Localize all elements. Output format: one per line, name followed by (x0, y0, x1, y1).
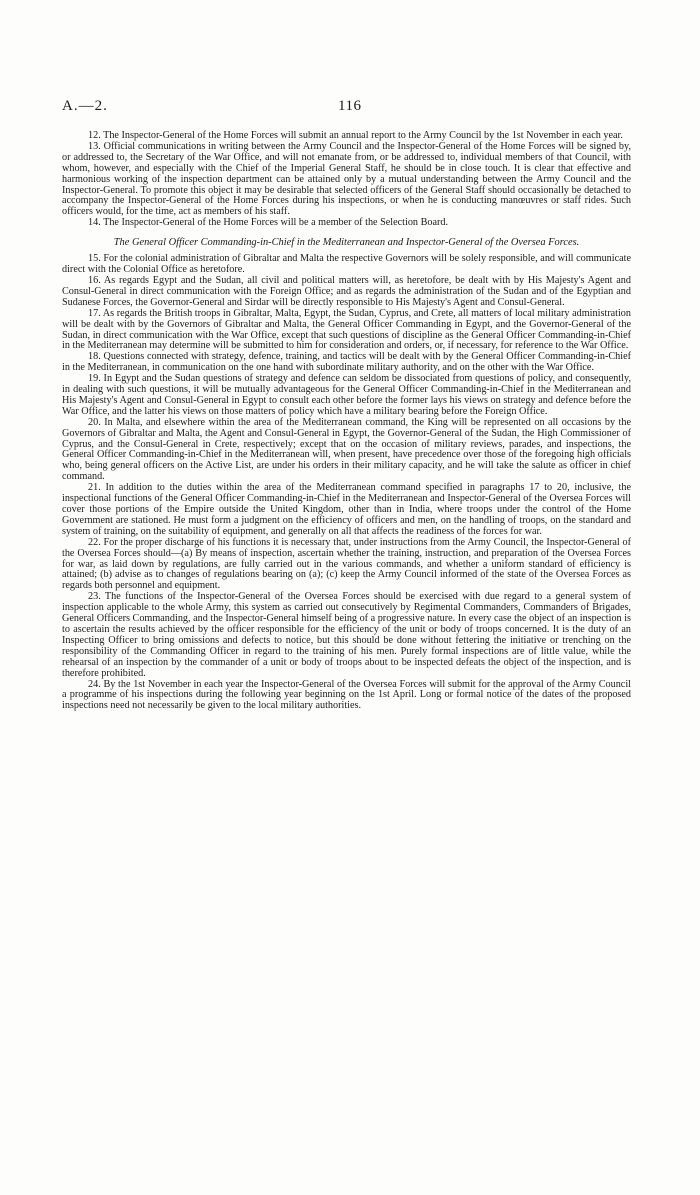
paragraph-14: 14. The Inspector-General of the Home Forces will be a member of the Selection Board. (88, 217, 449, 229)
paragraph-16: 16. As regards Egypt and the Sudan, all civil and political matters will, as heretofore, be dealt with by His Majesty's Agent and Consul-General in direct communication with the Foreign Office; and as regards the administration of the Sudan and of the Egyptian and Sudanese Forces, the Governor-General and Sirdar will be directly responsible to His Majesty's Agent and Consul-General. (62, 274, 631, 308)
paragraph-21: 21. In addition to the duties within the area of the Mediterranean command specified in paragraphs 17 to 20, inclusive, the inspectional functions of the General Officer Commanding-in-Chief in the Mediterranean and Inspector-General of the Oversea Forces will cover those portions of the Empire outside the United Kingdom, other than in India, where troops under the control of the Home Government are stationed. He must form a judgment on the efficiency of officers and men, on the handling of troops, on the standard and system of training, on the suitability of equipment, and generally on all that affects the readiness of the forces for war. (62, 482, 631, 537)
paragraph-22: 22. For the proper discharge of his functions it is necessary that, under instructions from the Army Council, the Inspector-General of the Oversea Forces should—(a) By means of inspection, ascertain whether the training, instruction, and preparation of the Oversea Forces for war, as laid down by regulations, are fully carried out in the various commands, and whether a uniform standard of efficiency is attained; (b) advise as to changes of regulations bearing on (a); (c) keep the Army Council informed of the state of the Oversea Forces as regards both personnel and equipment. (62, 536, 631, 592)
paragraph-20: 20. In Malta, and elsewhere within the area of the Mediterranean command, the King will be represented on all occasions by the Governors of Gibraltar and Malta, the Agent and Consul-General in Egypt, the Governor-General of the Sudan, the High Commissioner of Cyprus, and the Consul-General in Crete, respectively; except that on the occasion of military reviews, parades, and inspections, the General Officer Commanding-in-Chief in the Mediterranean will, when present, have precedence over those of the foregoing high officials who, being general officers on the Active List, are under his orders in their military capacity, and he will take the salute as officer in chief command. (62, 416, 631, 483)
page-code: A.—2. (62, 98, 108, 114)
paragraph-23: 23. The functions of the Inspector-General of the Oversea Forces should be exercised with due regard to a general system of inspection applicable to the whole Army, this system as carried out consecutively by Regimental Commanders, Commanders of Brigades, General Officers Commanding, and the Inspector-General himself being of a progressive nature. In every case the object of an inspection is to ascertain the results achieved by the officer responsible for the efficiency of the unit or body of troops concerned. It is the duty of an Inspecting Officer to bring omissions and defects to notice, but this should be done without fettering the initiative or trenching on the responsibility of the Commanding Officer in regard to the training of his men. Purely formal inspections are of little value, while the rehearsal of an inspection by the commander of a unit or body of troops about to be inspected defeats the object of the inspection, and is therefore prohibited. (62, 591, 631, 679)
page-number: 116 (338, 98, 362, 114)
paragraph-18: 18. Questions connected with strategy, defence, training, and tactics will be dealt with by the General Officer Commanding-in-Chief in the Mediterranean, in communication on the one hand with subordinate military authority, and on the other with the War Office. (62, 351, 631, 374)
section-heading: The General Officer Commanding-in-Chief in the Mediterranean and Inspector-General of the Oversea Forces. (113, 237, 580, 249)
paragraph-17: 17. As regards the British troops in Gibraltar, Malta, Egypt, the Sudan, Cyprus, and Crete, all matters of local military administration will be dealt with by the Governors of Gibraltar and Malta, the General Officer Commanding in Egypt, and the Governor-General of the Sudan, in direct communication with the War Office, except that such questions of discipline as the General Officer Commanding-in-Chief in the Mediterranean may determine will be submitted to him for consideration and orders, or, if necessary, for reference to the War Office. (62, 307, 631, 352)
paragraph-15: 15. For the colonial administration of Gibraltar and Malta the respective Governors will be solely responsible, and will communicate direct with the Colonial Office as heretofore. (62, 253, 631, 276)
page-header (62, 98, 637, 122)
paragraph-24: 24. By the 1st November in each year the Inspector-General of the Oversea Forces will submit for the approval of the Army Council a programme of his inspections during the following year beginning on the 1st April. Long or formal notice of the dates of the proposed inspections need not necessarily be given to the local military authorities. (62, 678, 631, 712)
paragraph-13: 13. Official communications in writing between the Army Council and the Inspector-General of the Home Forces will be signed by, or addressed to, the Secretary of the War Office, and will not emanate from, or be addressed to, individual members of that Council, with whom, however, and especially with the Chief of the Imperial General Staff, he should be in close touch. It is clear that effective and harmonious working of the inspection department can be attained only by a mutual understanding between the Army Council and the Inspector-General. To promote this object it may be desirable that selected officers of the General Staff should occasionally be detached to accompany the Inspector-General of the Home Forces during his inspections, or when he is conducting manœuvres or staff rides. Such officers would, for the time, act as members of his staff. (62, 140, 631, 218)
paragraph-12: 12. The Inspector-General of the Home Forces will submit an annual report to the Army Council by the 1st November in each year. (88, 130, 623, 141)
document-body (62, 131, 631, 712)
paragraph-19: 19. In Egypt and the Sudan questions of strategy and defence can seldom be dissociated from questions of policy, and consequently, in dealing with such questions, it will be mutually advantageous for the General Officer Commanding-in-Chief in the Mediterranean and His Majesty's Agent and Consul-General in Egypt to consult each other before the former lays his views on strategy and defence before the War Office, and the latter his views on those matters of policy which have a military bearing before the Foreign Office. (62, 373, 631, 417)
